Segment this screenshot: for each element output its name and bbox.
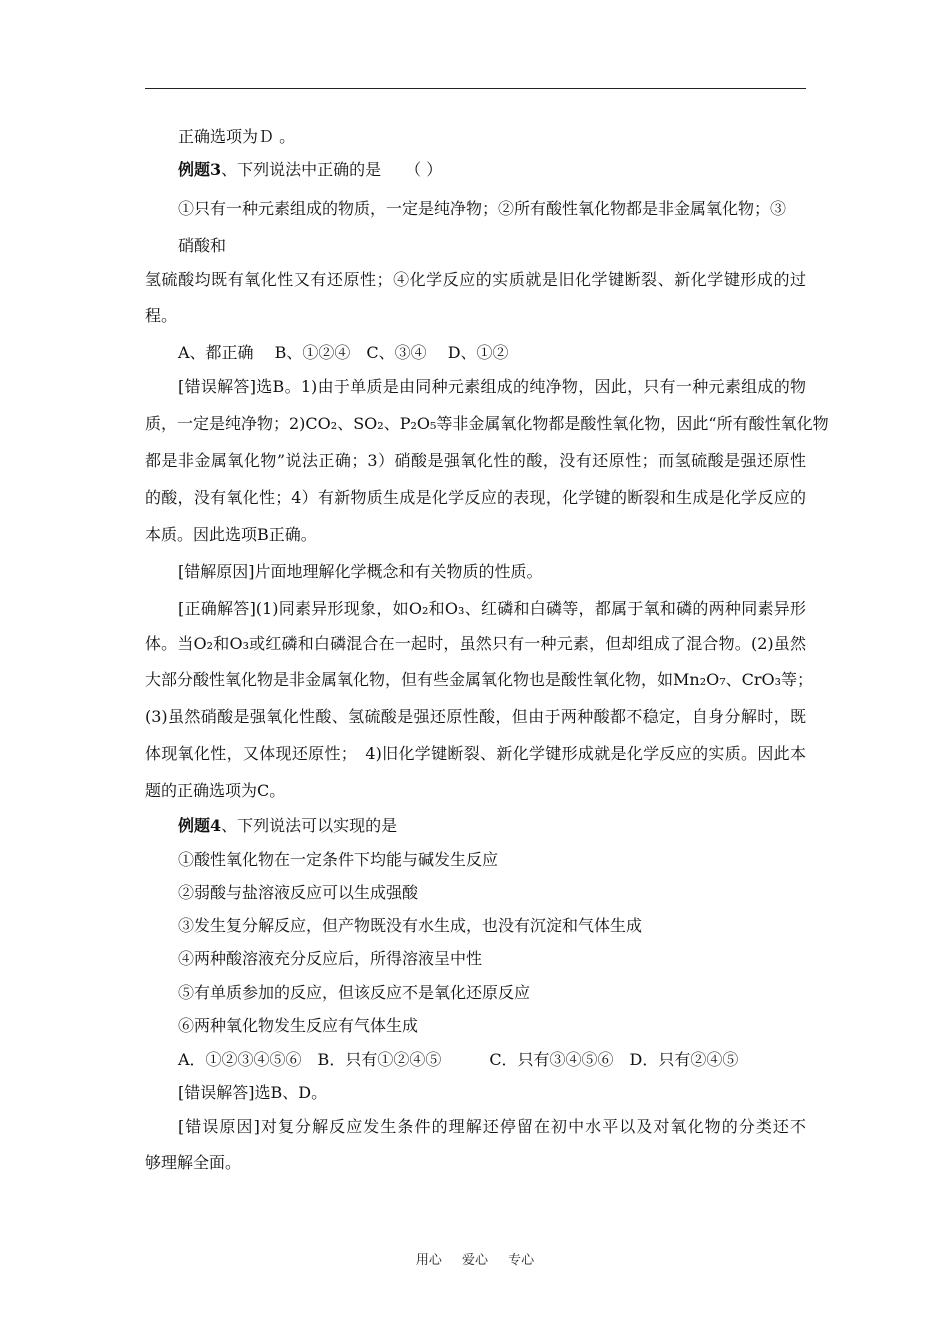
paragraph-line: [正确解答](1)同素异形现象，如O₂和O₃、红磷和白磷等，都属于氧和磷的两种同素异形 — [178, 599, 806, 618]
list-item: ⑥两种氧化物发生反应有气体生成 — [178, 1016, 419, 1035]
paragraph-line: 体现氧化性，又体现还原性； 4)旧化学键断裂、新化学键形成就是化学反应的实质。因此本 — [145, 744, 806, 763]
paragraph-line: 大部分酸性氧化物是非金属氧化物，但有些金属氧化物也是酸性氧化物，如Mn₂O₇、CrO₃等； — [145, 670, 814, 689]
answer-line: 正确选项为Ｄ 。 — [178, 127, 296, 146]
paragraph-line: 硝酸和 — [178, 236, 227, 255]
paragraph-line: [错误原因]对复分解反应发生条件的理解还停留在初中水平以及对氧化物的分类还不 — [178, 1117, 806, 1136]
example-4-heading — [178, 816, 397, 836]
footer-text: 爱心 — [461, 1253, 488, 1268]
paragraph-line: 氢硫酸均既有氧化性又有还原性；④化学反应的实质就是旧化学键断裂、新化学键形成的过 — [145, 270, 806, 289]
paragraph-line: 都是非金属氧化物”说法正确；3）硝酸是强氧化性的酸，没有还原性；而氢硫酸是强还原性 — [145, 451, 806, 470]
list-item: ③发生复分解反应，但产物既没有水生成，也没有沉淀和气体生成 — [178, 916, 643, 935]
options-line: A、都正确 B、①②④ C、③④ D、①② — [178, 343, 509, 362]
paragraph-line: 的酸，没有氧化性；4）有新物质生成是化学反应的表现，化学键的断裂和生成是化学反应的 — [145, 488, 806, 507]
footer-text: 专心 — [508, 1253, 535, 1268]
paragraph-line: [错误解答]选B。1)由于单质是由同种元素组成的纯净物，因此，只有一种元素组成的物 — [178, 377, 806, 396]
paragraph-line: 题的正确选项为C。 — [145, 781, 286, 800]
paragraph-line: 质，一定是纯净物；2)CO₂、SO₂、P₂O₅等非金属氧化物都是酸性氧化物，因此“所有酸性氧化物 — [145, 414, 829, 433]
example-4-question: 、下列说法可以实现的是 — [221, 816, 398, 835]
example-4-label: 例题4 — [178, 816, 222, 835]
paragraph-line: 体。当O₂和O₃或红磷和白磷混合在一起时，虽然只有一种元素，但却组成了混合物。(2)虽然 — [145, 634, 806, 653]
paragraph-line: [错解原因]片面地理解化学概念和有关物质的性质。 — [178, 562, 543, 581]
list-item: ⑤有单质参加的反应，但该反应不是氧化还原反应 — [178, 983, 531, 1002]
header-rule — [145, 88, 806, 89]
list-item: ②弱酸与盐溶液反应可以生成强酸 — [178, 883, 419, 902]
example-3-heading — [178, 160, 442, 180]
example-3-question: 、下列说法中正确的是 （ ） — [221, 160, 443, 179]
paragraph-line: 程。 — [145, 306, 178, 325]
footer-text: 用心 — [415, 1253, 442, 1268]
page-footer — [0, 1249, 950, 1268]
list-item: ①酸性氧化物在一定条件下均能与碱发生反应 — [178, 850, 499, 869]
example-3-label: 例题3 — [178, 160, 222, 179]
paragraph-line: [错误解答]选B、D。 — [178, 1083, 328, 1102]
list-item: ④两种酸溶液充分反应后，所得溶液呈中性 — [178, 949, 483, 968]
options-line: A．①②③④⑤⑥ B．只有①②④⑤ C．只有③④⑤⑥ D．只有②④⑤ — [178, 1050, 739, 1069]
paragraph-line: 本质。因此选项B正确。 — [145, 525, 317, 544]
paragraph-line: (3)虽然硝酸是强氧化性酸、氢硫酸是强还原性酸，但由于两种酸都不稳定，自身分解时，既 — [145, 707, 806, 726]
paragraph-line: ①只有一种元素组成的物质，一定是纯净物；②所有酸性氧化物都是非金属氧化物；③ — [178, 199, 787, 218]
paragraph-line: 够理解全面。 — [145, 1153, 242, 1172]
